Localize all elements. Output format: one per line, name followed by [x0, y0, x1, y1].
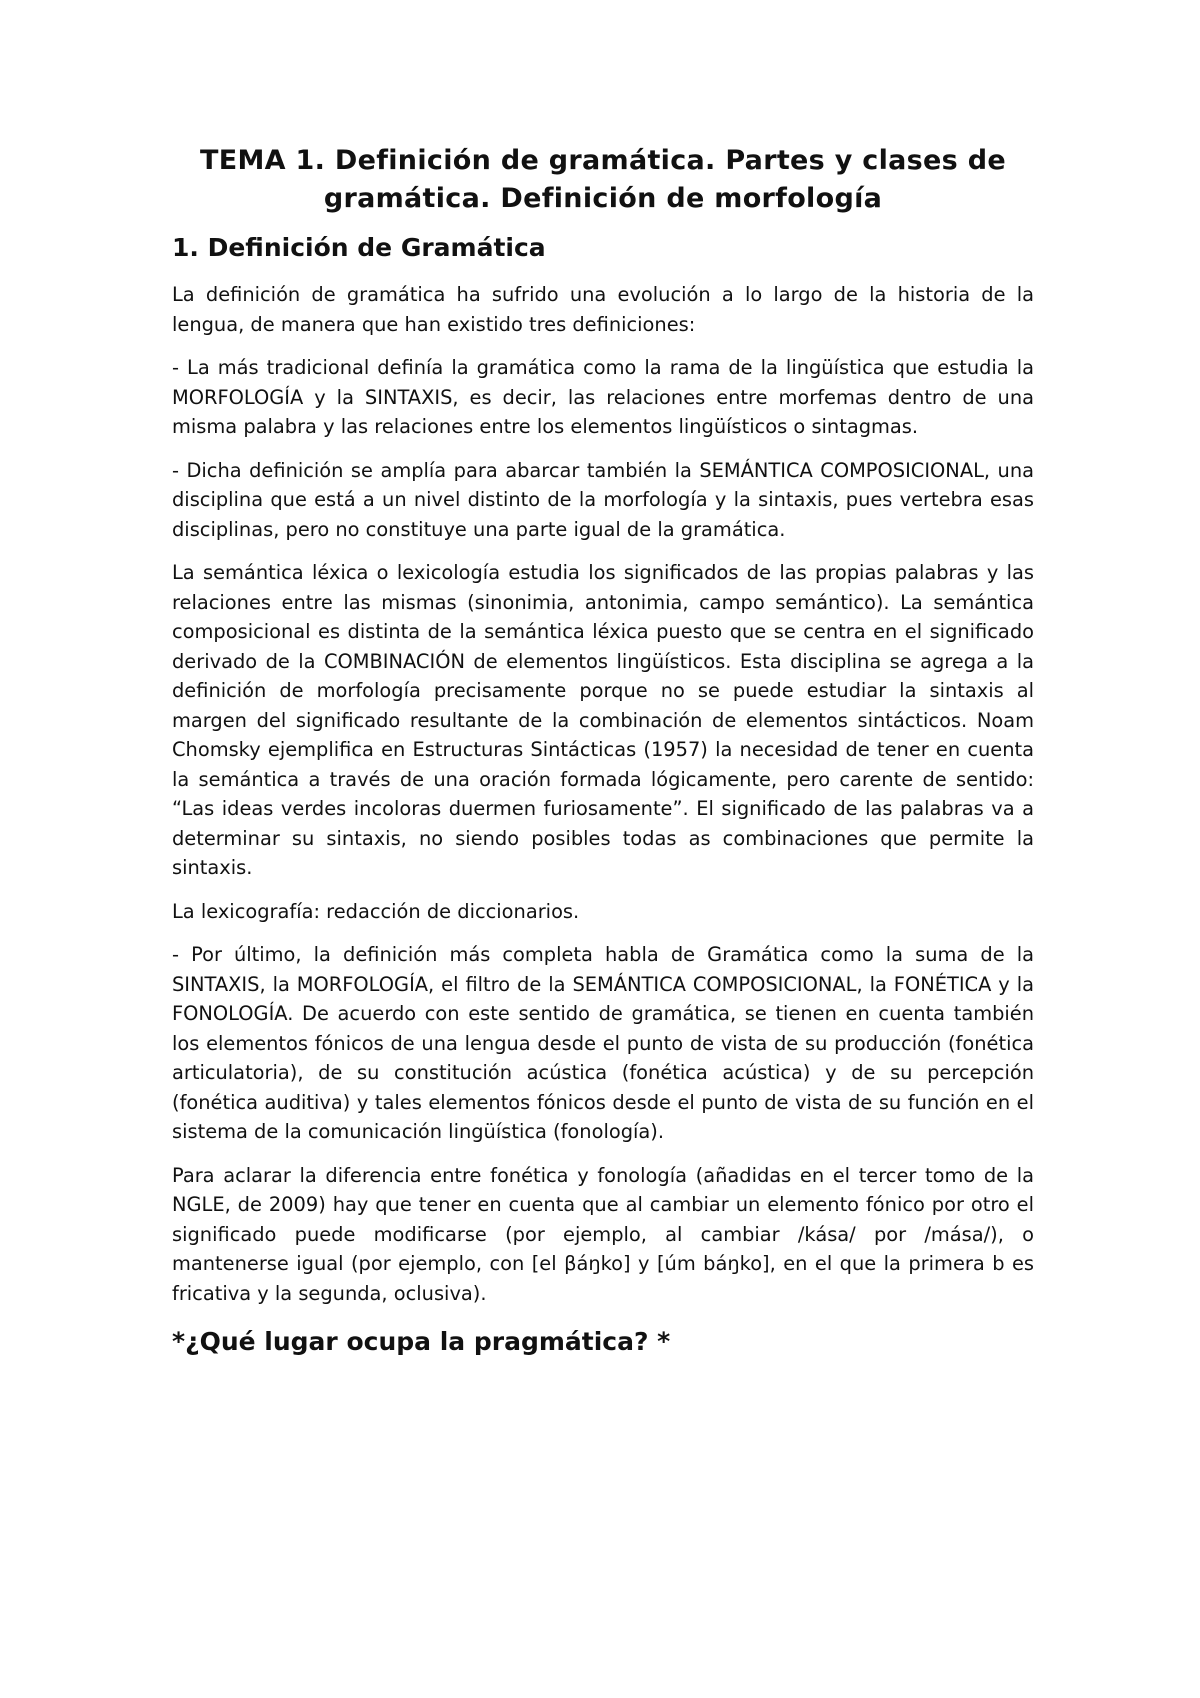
document-title: TEMA 1. Definición de gramática. Partes y clases de gramática. Definición de morfología	[200, 145, 1006, 214]
pragmatics-heading: *¿Qué lugar ocupa la pragmática? *	[172, 1327, 671, 1356]
document-page	[172, 142, 1034, 1358]
paragraph-phonetics-phonology: Para aclarar la diferencia entre fonética y fonología (añadidas en el tercer tomo de la NGLE, de 2009) hay que tener en cuenta que al cambiar un elemento fónico por otro el significado puede modificarse (por ejemplo, al cambiar /kása/ por /mása/), o mantenerse igual (por ejemplo, con [el βáŋko] y [úm báŋko], en el que la primera b es fricativa y la segunda, oclusiva).	[172, 1163, 1034, 1305]
paragraph-semantics: La semántica léxica o lexicología estudia los significados de las propias palabras y las relaciones entre las mismas (sinonimia, antonimia, campo semántico). La semántica composicional es distinta de la semántica léxica puesto que se centra en el significado derivado de la COMBINACIÓN de elementos lingüísticos. Esta disciplina se agrega a la definición de morfología precisamente porque no se puede estudiar la sintaxis al margen del significado resultante de la combinación de elementos sintácticos. Noam Chomsky ejemplifica en Estructuras Sintácticas (1957) la necesidad de tener en cuenta la semántica a través de una oración formada lógicamente, pero carente de sentido: “Las ideas verdes incoloras duermen furiosamente”. El significado de las palabras va a determinar su sintaxis, no siendo posibles todas as combinaciones que permite la sintaxis.	[172, 561, 1034, 879]
paragraph-intro: La definición de gramática ha sufrido una evolución a lo largo de la historia de la lengua, de manera que han existido tres definiciones:	[172, 283, 1034, 336]
paragraph-definition-traditional: - La más tradicional definía la gramática como la rama de la lingüística que estudia la MORFOLOGÍA y la SINTAXIS, es decir, las relaciones entre morfemas dentro de una misma palabra y las relaciones entre los elementos lingüísticos o sintagmas.	[172, 356, 1034, 438]
paragraph-definition-extended: - Dicha definición se amplía para abarcar también la SEMÁNTICA COMPOSICIONAL, una disciplina que está a un nivel distinto de la morfología y la sintaxis, pues vertebra esas disciplinas, pero no constituye una parte igual de la gramática.	[172, 458, 1034, 541]
paragraph-definition-complete: - Por último, la definición más completa habla de Gramática como la suma de la SINTAXIS, la MORFOLOGÍA, el filtro de la SEMÁNTICA COMPOSICIONAL, la FONÉTICA y la FONOLOGÍA. De acuerdo con este sentido de gramática, se tienen en cuenta también los elementos fónicos de una lengua desde el punto de vista de su producción (fonética articulatoria), de su constitución acústica (fonética acústica) y de su percepción (fonética auditiva) y tales elementos fónicos desde el punto de vista de su función en el sistema de la comunicación lingüística (fonología).	[172, 943, 1034, 1143]
section-heading: 1. Definición de Gramática	[172, 233, 546, 262]
paragraph-lexicography: La lexicografía: redacción de diccionarios.	[172, 899, 580, 923]
